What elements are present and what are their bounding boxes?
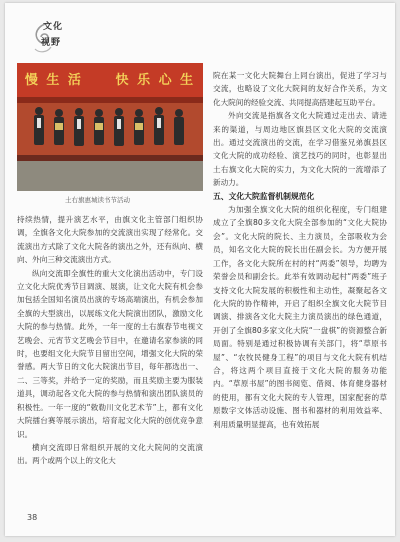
- right-paragraph-1: 院在某一文化大院舞台上同台演出，促进了学习与交流，也略设了文化大院间的友好合作关系，为文化大院间的经验交流、共同提高搭建起互助平台。: [213, 71, 387, 107]
- section-paragraph-1: 为加强全旗文化大院的组织化程度，专门组建成立了全旗80多文化大院全部参加的“文化大院协会”。文化大院的院长、主力演员，全部吸收为会员，知名文化大院的院长出任副会长。为方便开展工作，各文化大院所在村的村“两委”领导，均聘为荣誉会员和副会长。此举有效调动起村“两委”班子支持文化大院发展的积极性和主动性，凝聚起各文化大院的协作精神，开启了组织全旗文化大院节目调演、排演各文化大院主力演员演出的绿色通道，开创了全旗80多家文化大院“一盘棋”的资源整合新局面。特别是通过积极协调有关部门，将“草原书屋”、“农牧民健身工程”的项目与文化大院有机结合，将这两个项目直接于文化大院的服务功能内。“草原书屋”的图书阅览、借阅、体育健身器材的使用，都有文化大院的专人管理，国家配套的草原数字文体活动设施、图书和器材的利用效益率、利用质量明显提高，也有效拓展: [213, 205, 387, 429]
- photo-caption: 土右旗惠城读书节活动: [65, 196, 130, 204]
- column-header: [5, 3, 90, 55]
- right-paragraph-2: 外向交流是指旗各文化大院通过走出去、请进来的渠道，与周边地区旗县区文化大院的交流演出。通过交流演出的交流，在学习借鉴兄弟旗县区文化大院的成功经验、演艺技巧的同时，也彰显出土右旗文化大院的实力，为文化大院的一流增添了新动力。: [213, 111, 387, 188]
- banner-text: 慢 生 活 快 乐 心 生: [24, 73, 196, 88]
- left-column: [17, 213, 203, 468]
- header-line2: 视野: [41, 38, 62, 48]
- section-heading: 五、文化大院监督机制规范化: [213, 191, 315, 201]
- left-paragraph-2: 纵向交流即全旗性的重大文化演出活动中，专门设立文化大院优秀节目调演、展演，让文化大院有机会参加包括全国知名演员出演的专场高端演出，有机会参加全旗的大型演出，以展练文化大院演出团队，激励文化大院的参与热情。此外，一年一度的土右旗春节电视文艺晚会、元宵节文艺晚会节目中，在邀请名家参演的同时，也要组文化大院节目留出空间，增强文化大院的荣誉感。两大节日的文化大院演出节目，每年都选出一、二、三等奖，并给予一定的奖励，而且奖励主要为服装道具，调动起各文化大院的参与热情和演出团队演员的积极性。一年一度的“敕勒川文化艺术节”上，都有文化大院擂台赛等展示演出，培育起文化大院的创优竞争意识。: [17, 268, 203, 439]
- left-paragraph-1: 持续热情，提升演艺水平，由旗文化主管部门组织协调，全旗各文化大院参加的交流演出实现了经常化。交流演出方式除了文化大院各的演出之外，还有纵向、横向、外向三种交流演出方式。: [17, 215, 203, 265]
- right-column: [213, 69, 387, 431]
- left-paragraph-3: 横向交流即日常组织开展的文化大院间的交流演出。两个或两个以上的文化大: [17, 442, 203, 466]
- page-number: 38: [27, 513, 38, 522]
- magazine-page: [5, 3, 395, 536]
- header-line1: 文化: [43, 22, 64, 32]
- event-photo: [17, 63, 203, 191]
- culture-vision-logo: [27, 15, 89, 55]
